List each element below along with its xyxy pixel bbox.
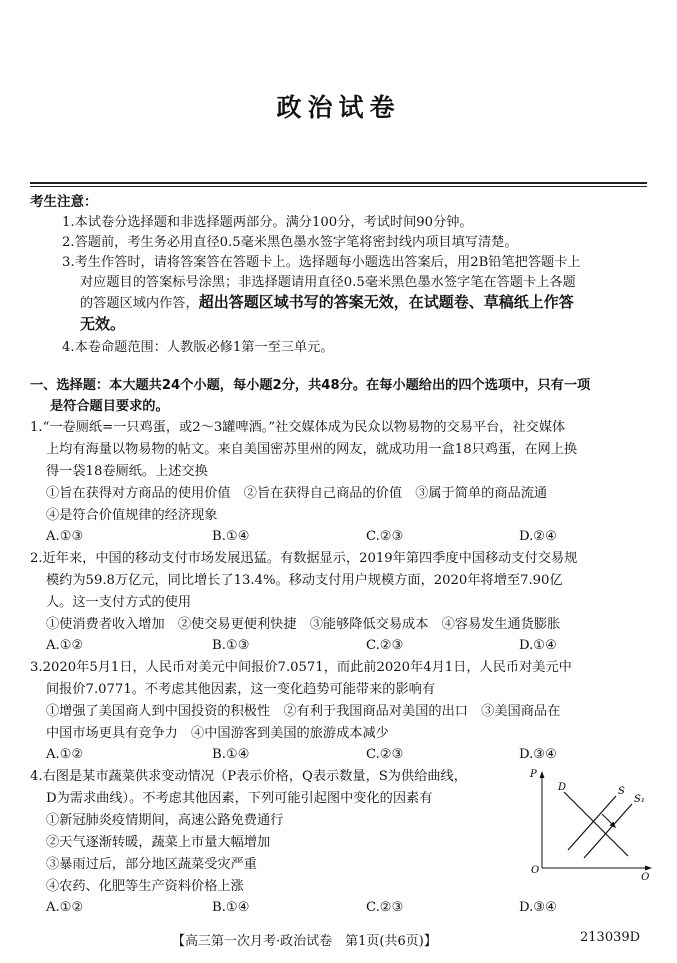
q4-choice-line: ④农药、化肥等生产资料价格上涨	[46, 879, 244, 894]
q2-option-b[interactable]: B.①③	[212, 638, 250, 653]
notice-text: 的答题区域内作答，	[80, 296, 199, 311]
q4-option-c[interactable]: C.②③	[366, 900, 404, 915]
q3-option-d[interactable]: D.③④	[519, 747, 557, 762]
graph-label-s1: S₁	[634, 794, 645, 805]
q2-option-d[interactable]: D.①④	[519, 638, 557, 653]
p-axis-arrow-icon	[540, 771, 545, 778]
notice-emphasis: 超出答题区域书写的答案无效，在试题卷、草稿纸上作答	[198, 293, 574, 311]
graph-label-d: D	[558, 782, 567, 793]
header-divider-thin	[30, 186, 647, 187]
notice-heading: 考生注意：	[30, 194, 98, 210]
q1-option-a[interactable]: A.①③	[46, 529, 84, 544]
notice-item	[80, 292, 574, 314]
q3-choice-line: ①增强了美国商人到中国投资的积极性 ②有利于我国商品对美国的出口 ③美国商品在	[46, 704, 561, 719]
q4-stem: D为需求曲线）。不考虑其他因素，下列可能引起图中变化的因素有	[46, 791, 433, 806]
q1-choice-line: ④是符合价值规律的经济现象	[46, 508, 218, 523]
demand-curve	[564, 792, 628, 856]
q4-stem: 4.右图是某市蔬菜供求变动情况（P表示价格，Q表示数量，S为供给曲线，	[30, 769, 467, 784]
header-divider	[30, 182, 647, 184]
notice-item: 3.考生作答时，请将答案答在答题卡上。选择题每小题选出答案后，用2B铅笔把答题卡上	[62, 255, 581, 270]
section-heading: 一、选择题：本大题共24个小题，每小题2分，共48分。在每小题给出的四个选项中，只有一项	[30, 378, 591, 393]
supply-curve-s1	[584, 804, 632, 858]
q1-stem: 1.“一卷厕纸=一只鸡蛋，或2～3罐啤酒。”社交媒体成为民众以物易物的交易平台，社交媒体	[30, 420, 566, 435]
supply-demand-graph	[528, 768, 656, 880]
q2-option-a[interactable]: A.①②	[46, 638, 84, 653]
graph-label-o: O	[531, 865, 540, 876]
q1-stem: 上均有海量以物易物的帖文。来自美国密苏里州的网友，就成功用一盒18只鸡蛋，在网上换	[46, 442, 578, 457]
exam-code: 213039D	[580, 930, 641, 945]
q4-choice-line: ③暴雨过后，部分地区蔬菜受灾严重	[46, 857, 257, 872]
q3-choice-line: 中国市场更具有竞争力 ④中国游客到美国的旅游成本减少	[46, 726, 389, 741]
q3-stem: 3.2020年5月1日，人民币对美元中间报价7.0571，而此前2020年4月1日，人民币对美元中	[30, 660, 572, 675]
graph-label-s: S	[618, 786, 625, 797]
q3-option-c[interactable]: C.②③	[366, 747, 404, 762]
notice-item: 2.答题前，考生务必用直径0.5毫米黑色墨水签字笔将密封线内项目填写清楚。	[62, 235, 518, 250]
notice-item: 对应题目的答案标号涂黑；非选择题请用直径0.5毫米黑色墨水签字笔在答题卡上各题	[80, 275, 576, 290]
q4-option-b[interactable]: B.①④	[212, 900, 250, 915]
q2-choice-line: ①使消费者收入增加 ②使交易更便利快捷 ③能够降低交易成本 ④容易发生通货膨胀	[46, 617, 561, 632]
q-axis-arrow-icon	[645, 866, 652, 871]
notice-item: 1.本试卷分选择题和非选择题两部分。满分100分，考试时间90分钟。	[62, 215, 473, 230]
notice-emphasis-end: 无效。	[80, 315, 126, 333]
q4-choice-line: ②天气逐渐转暖，蔬菜上市量大幅增加	[46, 835, 271, 850]
q4-option-d[interactable]: D.③④	[519, 900, 557, 915]
q1-option-d[interactable]: D.②④	[519, 529, 557, 544]
q1-option-c[interactable]: C.②③	[366, 529, 404, 544]
q2-stem: 2.近年来，中国的移动支付市场发展迅猛。有数据显示，2019年第四季度中国移动支付交易规	[30, 551, 578, 566]
q2-option-c[interactable]: C.②③	[366, 638, 404, 653]
q1-choice-line: ①旨在获得对方商品的使用价值 ②旨在获得自己商品的价值 ③属于简单的商品流通	[46, 486, 548, 501]
page-title: 政治试卷	[276, 93, 401, 122]
graph-label-p: P	[530, 769, 537, 780]
q4-option-a[interactable]: A.①②	[46, 900, 84, 915]
supply-curve-s	[568, 796, 616, 850]
section-heading-cont: 是符合题目要求的。	[50, 399, 169, 414]
q1-option-b[interactable]: B.①④	[212, 529, 250, 544]
q4-choice-line: ①新冠肺炎疫情期间，高速公路免费通行	[46, 813, 284, 828]
q3-stem: 间报价7.0771。不考虑其他因素，这一变化趋势可能带来的影响有	[46, 682, 436, 697]
q1-stem: 得一袋18卷厕纸。上述交换	[46, 464, 208, 479]
notice-item: 4.本卷命题范围：人教版必修1第一至三单元。	[62, 340, 334, 355]
graph-label-q: Q	[641, 872, 650, 880]
q2-stem: 人。这一支付方式的使用	[46, 595, 192, 610]
page-footer: 【高三第一次月考·政治试卷 第1页(共6页)】	[172, 934, 437, 949]
q3-option-b[interactable]: B.①④	[212, 747, 250, 762]
q2-stem: 模约为59.8万亿元，同比增长了13.4%。移动支付用户规模方面，2020年将增至7.90亿	[46, 573, 563, 588]
q3-option-a[interactable]: A.①②	[46, 747, 84, 762]
